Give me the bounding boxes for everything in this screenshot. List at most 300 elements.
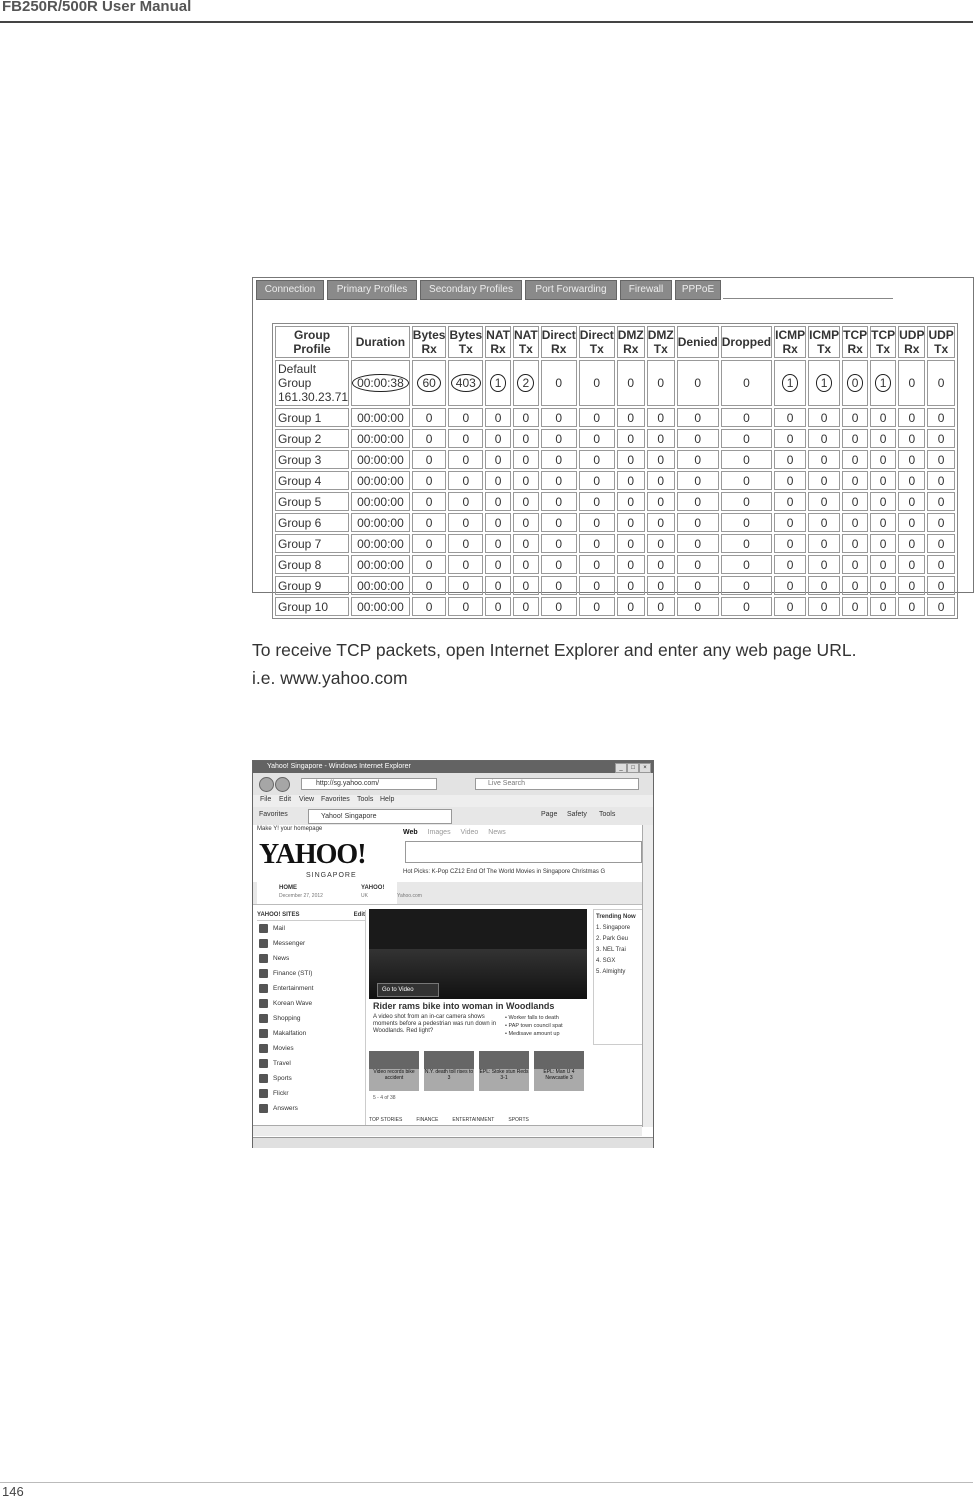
- forward-icon[interactable]: [275, 777, 290, 792]
- stat-cell: 0: [898, 450, 925, 469]
- col-header: [870, 326, 896, 358]
- stat-cell: 0: [927, 492, 954, 511]
- video-thumbnail[interactable]: [534, 1051, 584, 1091]
- stat-cell: 0: [579, 513, 615, 532]
- thumbnail-image: [424, 1051, 474, 1069]
- col-header-text: Tx: [653, 342, 668, 356]
- col-header: [513, 326, 539, 358]
- stat-cell: 0: [448, 555, 483, 574]
- search-tab-web[interactable]: Web: [403, 829, 418, 836]
- stat-cell: 0: [774, 408, 806, 427]
- bottom-tab[interactable]: FINANCE: [416, 1117, 439, 1123]
- stat-cell: 0: [647, 450, 675, 469]
- stat-cell: 0: [513, 408, 539, 427]
- stat-cell: 00:00:00: [351, 555, 410, 574]
- table-row: [275, 450, 955, 469]
- stat-cell: 00:00:00: [351, 597, 410, 616]
- site-icon: [259, 1044, 268, 1053]
- trending-item[interactable]: 3. NEL Trai: [596, 947, 626, 953]
- url-input[interactable]: http://sg.yahoo.com/: [301, 778, 437, 790]
- video-thumbnail[interactable]: [479, 1051, 529, 1091]
- search-input[interactable]: Live Search: [475, 778, 639, 790]
- close-icon[interactable]: ×: [639, 763, 651, 773]
- stat-cell: 0: [870, 576, 896, 595]
- stat-cell: 0: [870, 492, 896, 511]
- page-number: 146: [2, 1484, 24, 1499]
- sites-item-label: Messenger: [273, 940, 306, 947]
- stat-cell: 0: [448, 597, 483, 616]
- stat-cell: 0: [808, 429, 840, 448]
- col-header: [275, 326, 349, 358]
- stat-cell: 0: [774, 429, 806, 448]
- stat-cell: 0: [579, 534, 615, 553]
- circled-value: 00:00:38: [352, 374, 409, 392]
- group-name-cell: Group 10: [275, 597, 349, 616]
- stat-cell: 0: [870, 555, 896, 574]
- stat-cell: 0: [541, 576, 577, 595]
- col-header-text: Denied: [677, 335, 718, 349]
- page-menu[interactable]: Page: [541, 811, 558, 818]
- stats-body: [275, 360, 955, 616]
- group-name-cell: Group 1: [275, 408, 349, 427]
- sites-item-label: Answers: [273, 1105, 298, 1112]
- col-header-text: ICMP: [809, 328, 840, 342]
- yahoo-search-box[interactable]: [405, 841, 642, 863]
- col-header: [842, 326, 868, 358]
- col-header-text: Rx: [623, 342, 639, 356]
- hot-picks[interactable]: Hot Picks: K-Pop CZ12 End Of The World Movies in Singapore Christmas G: [403, 869, 606, 875]
- menu-view[interactable]: View: [299, 796, 315, 803]
- stat-cell: 0: [647, 534, 675, 553]
- site-icon: [259, 999, 268, 1008]
- group-name-cell: Group 2: [275, 429, 349, 448]
- stat-cell: [513, 360, 539, 406]
- col-header: [485, 326, 511, 358]
- stat-cell: 0: [808, 576, 840, 595]
- sites-item[interactable]: [257, 1071, 365, 1086]
- col-header-text: Rx: [490, 342, 506, 356]
- menu-tools[interactable]: Tools: [357, 796, 374, 803]
- group-name-cell: Group 4: [275, 471, 349, 490]
- menu-help[interactable]: Help: [380, 796, 395, 803]
- stat-cell: 0: [677, 555, 719, 574]
- col-header-text: Direct: [579, 328, 614, 342]
- site-icon: [259, 1029, 268, 1038]
- stat-cell: 0: [412, 555, 447, 574]
- stat-cell: 0: [579, 471, 615, 490]
- stat-cell: 0: [774, 492, 806, 511]
- hero-image[interactable]: [369, 909, 587, 999]
- circled-value: 403: [451, 374, 481, 392]
- stat-cell: 0: [927, 471, 954, 490]
- stat-cell: 0: [927, 360, 954, 406]
- stat-cell: 0: [927, 429, 954, 448]
- bullet-link[interactable]: • Medisave amount up: [505, 1031, 560, 1037]
- sites-item-label: Movies: [273, 1045, 294, 1052]
- circled-value: 1: [782, 374, 799, 392]
- sites-header: [257, 910, 365, 921]
- manual-title: FB250R/500R User Manual: [2, 0, 192, 15]
- stat-cell: 0: [842, 492, 868, 511]
- story-bullets: [505, 1014, 595, 1038]
- trending-title: Trending Now: [596, 914, 636, 920]
- stat-cell: 0: [617, 429, 645, 448]
- bullet-link[interactable]: • Worker falls to death: [505, 1015, 559, 1021]
- thumbnail-image: [369, 1051, 419, 1069]
- stat-cell: 0: [485, 597, 511, 616]
- stat-cell: 0: [721, 408, 772, 427]
- stat-cell: 0: [448, 450, 483, 469]
- stat-cell: 0: [898, 513, 925, 532]
- col-header-text: Rx: [421, 342, 437, 356]
- stat-cell: 0: [513, 450, 539, 469]
- stat-cell: 0: [898, 360, 925, 406]
- sites-item[interactable]: [257, 1041, 365, 1056]
- sites-edit-button[interactable]: Edit: [353, 912, 365, 918]
- stat-cell: 0: [579, 360, 615, 406]
- favorites-button[interactable]: Favorites: [259, 811, 288, 818]
- stat-cell: 0: [647, 492, 675, 511]
- sites-item[interactable]: [257, 1026, 365, 1041]
- stat-cell: 0: [774, 450, 806, 469]
- col-header-text: Group: [294, 328, 331, 342]
- stat-cell: 0: [721, 597, 772, 616]
- stat-cell: 00:00:00: [351, 408, 410, 427]
- stat-cell: 0: [579, 576, 615, 595]
- circled-value: 1: [816, 374, 833, 392]
- favorites-bar: [253, 807, 653, 826]
- stat-cell: 0: [412, 492, 447, 511]
- site-icon: [259, 1014, 268, 1023]
- stat-cell: 0: [677, 576, 719, 595]
- stat-cell: 0: [898, 471, 925, 490]
- footer-rule: [0, 1482, 973, 1483]
- address-bar-row: [253, 773, 653, 795]
- stats-header-row: [275, 326, 955, 358]
- maximize-icon[interactable]: □: [627, 763, 639, 773]
- back-icon[interactable]: [259, 777, 274, 792]
- menu-bar: [253, 795, 653, 807]
- menu-file[interactable]: File: [260, 796, 272, 803]
- stat-cell: 0: [721, 555, 772, 574]
- stat-cell: 0: [647, 576, 675, 595]
- circled-value: 1: [875, 374, 892, 392]
- stat-cell: 0: [721, 360, 772, 406]
- tab-primary-profiles[interactable]: Primary Profiles: [327, 280, 417, 300]
- search-tab-news[interactable]: News: [488, 829, 506, 836]
- stat-cell: [448, 360, 483, 406]
- stat-cell: 0: [927, 450, 954, 469]
- instruction-line-2: i.e. www.yahoo.com: [252, 668, 408, 688]
- stat-cell: 0: [513, 429, 539, 448]
- stat-cell: 0: [774, 513, 806, 532]
- col-header-text: Bytes: [449, 328, 483, 342]
- story-text: A video shot from an in-car camera shows moments before a pedestrian was run down in Woodlands. Red light?: [373, 1014, 497, 1034]
- video-thumbnail[interactable]: [424, 1051, 474, 1091]
- stat-cell: 0: [927, 408, 954, 427]
- stat-cell: 0: [617, 513, 645, 532]
- col-header-text: Direct: [541, 328, 576, 342]
- stat-cell: 0: [774, 471, 806, 490]
- make-homepage-link[interactable]: Make Y! your homepage: [257, 826, 323, 832]
- stat-cell: 0: [617, 408, 645, 427]
- stat-cell: 0: [513, 555, 539, 574]
- stat-cell: 0: [579, 450, 615, 469]
- stat-cell: 0: [412, 534, 447, 553]
- yahoo-logo-sub: SINGAPORE: [306, 872, 357, 879]
- stat-cell: 0: [617, 576, 645, 595]
- stat-cell: 0: [647, 513, 675, 532]
- trending-item[interactable]: 5. Almighty: [596, 969, 626, 975]
- ie-browser-screenshot: [252, 760, 654, 1148]
- thumbnail-caption: N.Y. death toll rises to 3: [424, 1069, 474, 1081]
- stat-cell: 0: [485, 555, 511, 574]
- stat-cell: 0: [485, 471, 511, 490]
- tab-secondary-profiles[interactable]: Secondary Profiles: [420, 280, 522, 300]
- stat-cell: 0: [808, 492, 840, 511]
- horizontal-scrollbar[interactable]: [253, 1125, 642, 1136]
- stat-cell: 0: [541, 492, 577, 511]
- tabs-divider: [723, 298, 893, 299]
- sites-item-label: Shopping: [273, 1015, 301, 1022]
- stat-cell: 00:00:00: [351, 513, 410, 532]
- trending-item[interactable]: 4. SGX: [596, 958, 616, 964]
- search-tab-images[interactable]: Images: [427, 829, 451, 836]
- stat-cell: 0: [617, 471, 645, 490]
- trending-item[interactable]: 2. Park Geu: [596, 936, 629, 942]
- stat-cell: 0: [541, 360, 577, 406]
- tab-port-forwarding[interactable]: Port Forwarding: [525, 280, 617, 300]
- col-header-text: Tx: [458, 342, 473, 356]
- sites-item[interactable]: [257, 981, 365, 996]
- stat-cell: 0: [412, 450, 447, 469]
- site-icon: [259, 1059, 268, 1068]
- header-rule: [0, 21, 973, 23]
- bottom-tab[interactable]: TOP STORIES: [369, 1117, 403, 1123]
- stat-cell: 0: [448, 576, 483, 595]
- stat-cell: 0: [579, 597, 615, 616]
- bottom-tabs: [369, 1117, 543, 1123]
- site-icon: [259, 1089, 268, 1098]
- bottom-tab[interactable]: SPORTS: [508, 1117, 529, 1123]
- tools-menu[interactable]: Tools: [599, 811, 616, 818]
- sites-item-label: Entertainment: [273, 985, 314, 992]
- stat-cell: 0: [808, 513, 840, 532]
- thumbnail-caption: EPL: Man U 4 Newcastle 3: [543, 1069, 575, 1081]
- safety-menu[interactable]: Safety: [567, 811, 587, 818]
- stat-cell: 0: [513, 513, 539, 532]
- stat-cell: 0: [647, 471, 675, 490]
- group-name-cell: Group 3: [275, 450, 349, 469]
- home-date: December 27, 2012: [279, 893, 323, 899]
- stat-cell: 0: [541, 450, 577, 469]
- stats-table: [272, 323, 958, 619]
- stat-cell: 0: [412, 429, 447, 448]
- sites-item[interactable]: [257, 1086, 365, 1101]
- sites-item[interactable]: [257, 921, 365, 936]
- stat-cell: 0: [412, 471, 447, 490]
- stat-cell: 0: [541, 471, 577, 490]
- bullet-link[interactable]: • PAP town council spat: [505, 1023, 563, 1029]
- sites-item[interactable]: [257, 996, 365, 1011]
- stat-cell: 0: [513, 471, 539, 490]
- stat-cell: 0: [448, 534, 483, 553]
- stat-cell: 0: [842, 555, 868, 574]
- yahoo-uk-label[interactable]: YAHOO!: [361, 885, 385, 891]
- group-name-cell: Group 7: [275, 534, 349, 553]
- stat-cell: [808, 360, 840, 406]
- table-row: [275, 429, 955, 448]
- stat-cell: 0: [412, 576, 447, 595]
- stat-cell: 0: [808, 471, 840, 490]
- stat-cell: 00:00:00: [351, 576, 410, 595]
- group-name-cell: Group 6: [275, 513, 349, 532]
- yahoo-com-link[interactable]: Yahoo.com: [397, 893, 422, 899]
- stat-cell: 0: [617, 597, 645, 616]
- sites-item[interactable]: [257, 966, 365, 981]
- tab-firewall[interactable]: Firewall: [620, 280, 672, 300]
- vertical-scrollbar[interactable]: [642, 825, 653, 1127]
- menu-favorites[interactable]: Favorites: [321, 796, 350, 803]
- stat-cell: 0: [579, 429, 615, 448]
- stat-cell: 00:00:00: [351, 534, 410, 553]
- stat-cell: 0: [448, 408, 483, 427]
- stat-cell: 0: [677, 360, 719, 406]
- stat-cell: [842, 360, 868, 406]
- stat-cell: [774, 360, 806, 406]
- col-header-text: Duration: [355, 335, 406, 349]
- tab-connection[interactable]: Connection: [256, 280, 324, 300]
- trending-list: [596, 923, 645, 978]
- stat-cell: [351, 360, 410, 406]
- sites-item[interactable]: [257, 1101, 365, 1116]
- stat-cell: 0: [485, 492, 511, 511]
- col-header: [541, 326, 577, 358]
- sites-item[interactable]: [257, 1056, 365, 1071]
- stat-cell: 0: [870, 408, 896, 427]
- stat-cell: 0: [647, 555, 675, 574]
- col-header: [808, 326, 840, 358]
- story-thumbnails: [369, 1051, 587, 1091]
- search-tab-video[interactable]: Video: [460, 829, 479, 836]
- col-header-text: NAT: [486, 328, 510, 342]
- col-header-text: Tx: [589, 342, 604, 356]
- sites-item[interactable]: [257, 951, 365, 966]
- col-header-text: Profile: [293, 342, 331, 356]
- col-header-text: UDP: [928, 328, 954, 342]
- video-thumbnail[interactable]: [369, 1051, 419, 1091]
- trending-item[interactable]: 1. Singapore: [596, 925, 631, 931]
- col-header-text: DMZ: [647, 328, 674, 342]
- col-header-text: Tx: [518, 342, 533, 356]
- site-icon: [259, 924, 268, 933]
- stat-cell: 0: [898, 429, 925, 448]
- stat-cell: 0: [927, 555, 954, 574]
- stat-cell: 0: [677, 492, 719, 511]
- stat-cell: 0: [513, 492, 539, 511]
- stat-cell: 0: [412, 597, 447, 616]
- stat-cell: 0: [898, 534, 925, 553]
- site-icon: [259, 939, 268, 948]
- stat-cell: 0: [541, 534, 577, 553]
- stat-cell: 0: [579, 555, 615, 574]
- circled-value: 1: [490, 374, 507, 392]
- col-header-text: UDP: [899, 328, 925, 342]
- stat-cell: 0: [842, 450, 868, 469]
- col-header-text: TCP: [843, 328, 868, 342]
- col-header-text: Rx: [904, 342, 920, 356]
- stat-cell: 0: [870, 471, 896, 490]
- stat-cell: 0: [870, 429, 896, 448]
- stat-cell: 0: [617, 555, 645, 574]
- stat-cell: 0: [647, 597, 675, 616]
- site-icon: [259, 984, 268, 993]
- stat-cell: 0: [677, 471, 719, 490]
- group-name-cell: Default Group 161.30.23.71: [275, 360, 349, 406]
- stat-cell: 0: [541, 513, 577, 532]
- stat-cell: 0: [513, 597, 539, 616]
- bottom-tab[interactable]: ENTERTAINMENT: [452, 1117, 495, 1123]
- sites-item-label: Flickr: [273, 1090, 289, 1097]
- sites-item[interactable]: [257, 936, 365, 951]
- menu-edit[interactable]: Edit: [279, 796, 292, 803]
- table-row: [275, 555, 955, 574]
- stats-table-wrap: [272, 323, 958, 619]
- sites-item-label: Korean Wave: [273, 1000, 313, 1007]
- col-header: [927, 326, 954, 358]
- col-header-text: Tx: [934, 342, 949, 356]
- stat-cell: 0: [579, 408, 615, 427]
- stat-cell: 0: [774, 576, 806, 595]
- stat-cell: 0: [842, 408, 868, 427]
- stat-cell: 0: [579, 492, 615, 511]
- col-header-text: Rx: [551, 342, 567, 356]
- yahoo-logo[interactable]: YAHOO!: [259, 839, 366, 870]
- tab-pppoe[interactable]: PPPoE: [675, 280, 721, 300]
- stat-cell: 0: [677, 534, 719, 553]
- col-header-text: Rx: [847, 342, 863, 356]
- stat-cell: 0: [541, 408, 577, 427]
- table-row: [275, 597, 955, 616]
- stat-cell: 0: [721, 534, 772, 553]
- stat-cell: 0: [677, 513, 719, 532]
- stat-cell: 0: [870, 597, 896, 616]
- sites-item[interactable]: [257, 1011, 365, 1026]
- sites-item-label: Sports: [273, 1075, 292, 1082]
- stat-cell: 0: [485, 408, 511, 427]
- stat-cell: 0: [677, 450, 719, 469]
- stat-cell: 0: [541, 429, 577, 448]
- stat-cell: 0: [774, 555, 806, 574]
- circled-value: 0: [847, 374, 864, 392]
- home-band: [253, 882, 642, 905]
- stat-cell: 0: [842, 576, 868, 595]
- stat-cell: 0: [448, 429, 483, 448]
- instruction-paragraph: [252, 636, 856, 692]
- stat-cell: 0: [485, 429, 511, 448]
- stat-cell: 00:00:00: [351, 450, 410, 469]
- stat-cell: 0: [485, 513, 511, 532]
- stat-cell: 0: [808, 450, 840, 469]
- browser-tab[interactable]: Yahoo! Singapore: [308, 809, 452, 824]
- stat-cell: 0: [647, 360, 675, 406]
- go-to-video-button[interactable]: Go to Video: [377, 983, 439, 997]
- story-headline[interactable]: Rider rams bike into woman in Woodlands: [373, 1001, 555, 1011]
- yahoo-uk-sub: UK: [361, 893, 368, 899]
- minimize-icon[interactable]: _: [615, 763, 627, 773]
- col-header: [617, 326, 645, 358]
- stat-cell: 0: [898, 492, 925, 511]
